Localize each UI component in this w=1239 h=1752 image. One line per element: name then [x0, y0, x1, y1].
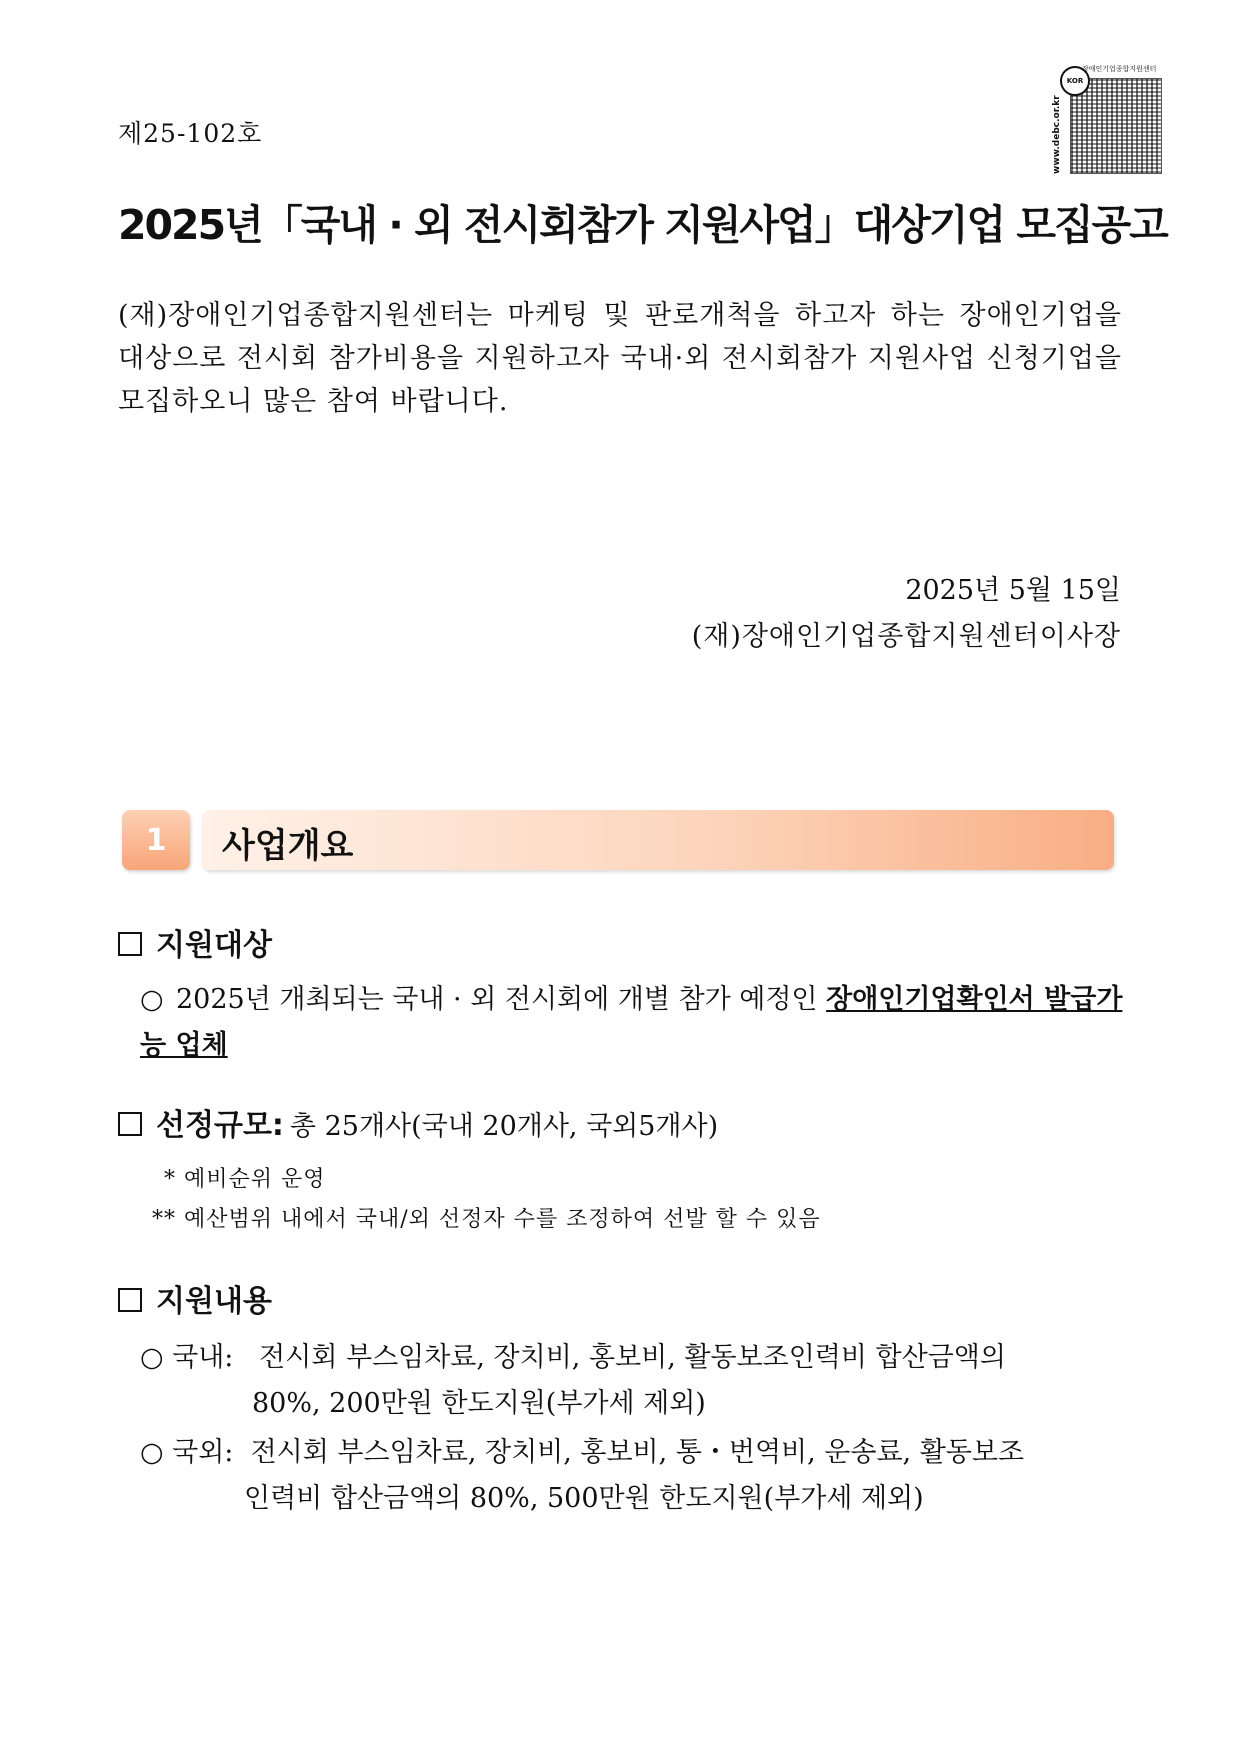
overseas-support	[140, 1430, 1124, 1522]
heading-text: 선정규모:	[156, 1108, 284, 1143]
kor-logo-icon: KOR	[1060, 66, 1090, 96]
checkbox-square-icon	[118, 1112, 142, 1136]
stamp-org-name: 장애인기업종합지원센터	[1082, 65, 1157, 73]
target-bullet	[140, 977, 1124, 1069]
page-title: 2025년「국내 · 외 전시회참가 지원사업」대상기업 모집공고	[118, 201, 1167, 249]
issue-date: 2025년 5월 15일	[905, 575, 1121, 606]
target-emphasis: 장애인기업확인서 발급가능 업체	[140, 984, 1123, 1061]
signer: (재)장애인기업종합지원센터이사장	[691, 621, 1121, 652]
checkbox-square-icon	[118, 932, 142, 956]
heading-support-content	[118, 1276, 272, 1320]
scale-text: 총 25개사(국내 20개사, 국외5개사)	[289, 1111, 719, 1142]
domestic-line2: 80%, 200만원 한도지원(부가세 제외)	[252, 1388, 706, 1419]
checkbox-square-icon	[118, 1288, 142, 1312]
domestic-label: ○ 국내:	[140, 1342, 234, 1373]
overseas-line1: 전시회 부스임차료, 장치비, 홍보비, 통・번역비, 운송료, 활동보조	[250, 1437, 1025, 1468]
circle-bullet-icon: ○	[140, 984, 164, 1015]
heading-selection-scale	[118, 1100, 718, 1144]
domestic-line1: 전시회 부스임차료, 장치비, 홍보비, 활동보조인력비 합산금액의	[259, 1342, 1006, 1373]
section-number-badge: 1	[122, 810, 190, 870]
section-title: 사업개요	[222, 826, 354, 866]
domestic-support	[140, 1335, 1124, 1427]
overseas-label: ○ 국외:	[140, 1437, 234, 1468]
heading-support-target	[118, 920, 272, 964]
note-reserve: * 예비순위 운영	[164, 1167, 326, 1192]
stamp-url: www.debc.or.kr	[1052, 95, 1062, 174]
heading-text: 지원대상	[156, 928, 272, 963]
target-text: 2025년 개최되는 국내 · 외 전시회에 개별 참가 예정인	[176, 984, 818, 1015]
intro-paragraph: (재)장애인기업종합지원센터는 마케팅 및 판로개척을 하고자 하는 장애인기업을 대상으로 전시회 참가비용을 지원하고자 국내·외 전시회참가 지원사업 신청기업을 모집하오니 많은 참여 바랍니다.	[118, 300, 1122, 417]
document-number: 제25-102호	[118, 119, 263, 148]
overseas-line2: 인력비 합산금액의 80%, 500만원 한도지원(부가세 제외)	[244, 1483, 924, 1514]
heading-text: 지원내용	[156, 1284, 272, 1319]
section-header-bar	[202, 810, 1114, 870]
qr-stamp	[1052, 62, 1162, 174]
note-budget: ** 예산범위 내에서 국내/외 선정자 수를 조정하여 선발 할 수 있음	[152, 1207, 821, 1232]
